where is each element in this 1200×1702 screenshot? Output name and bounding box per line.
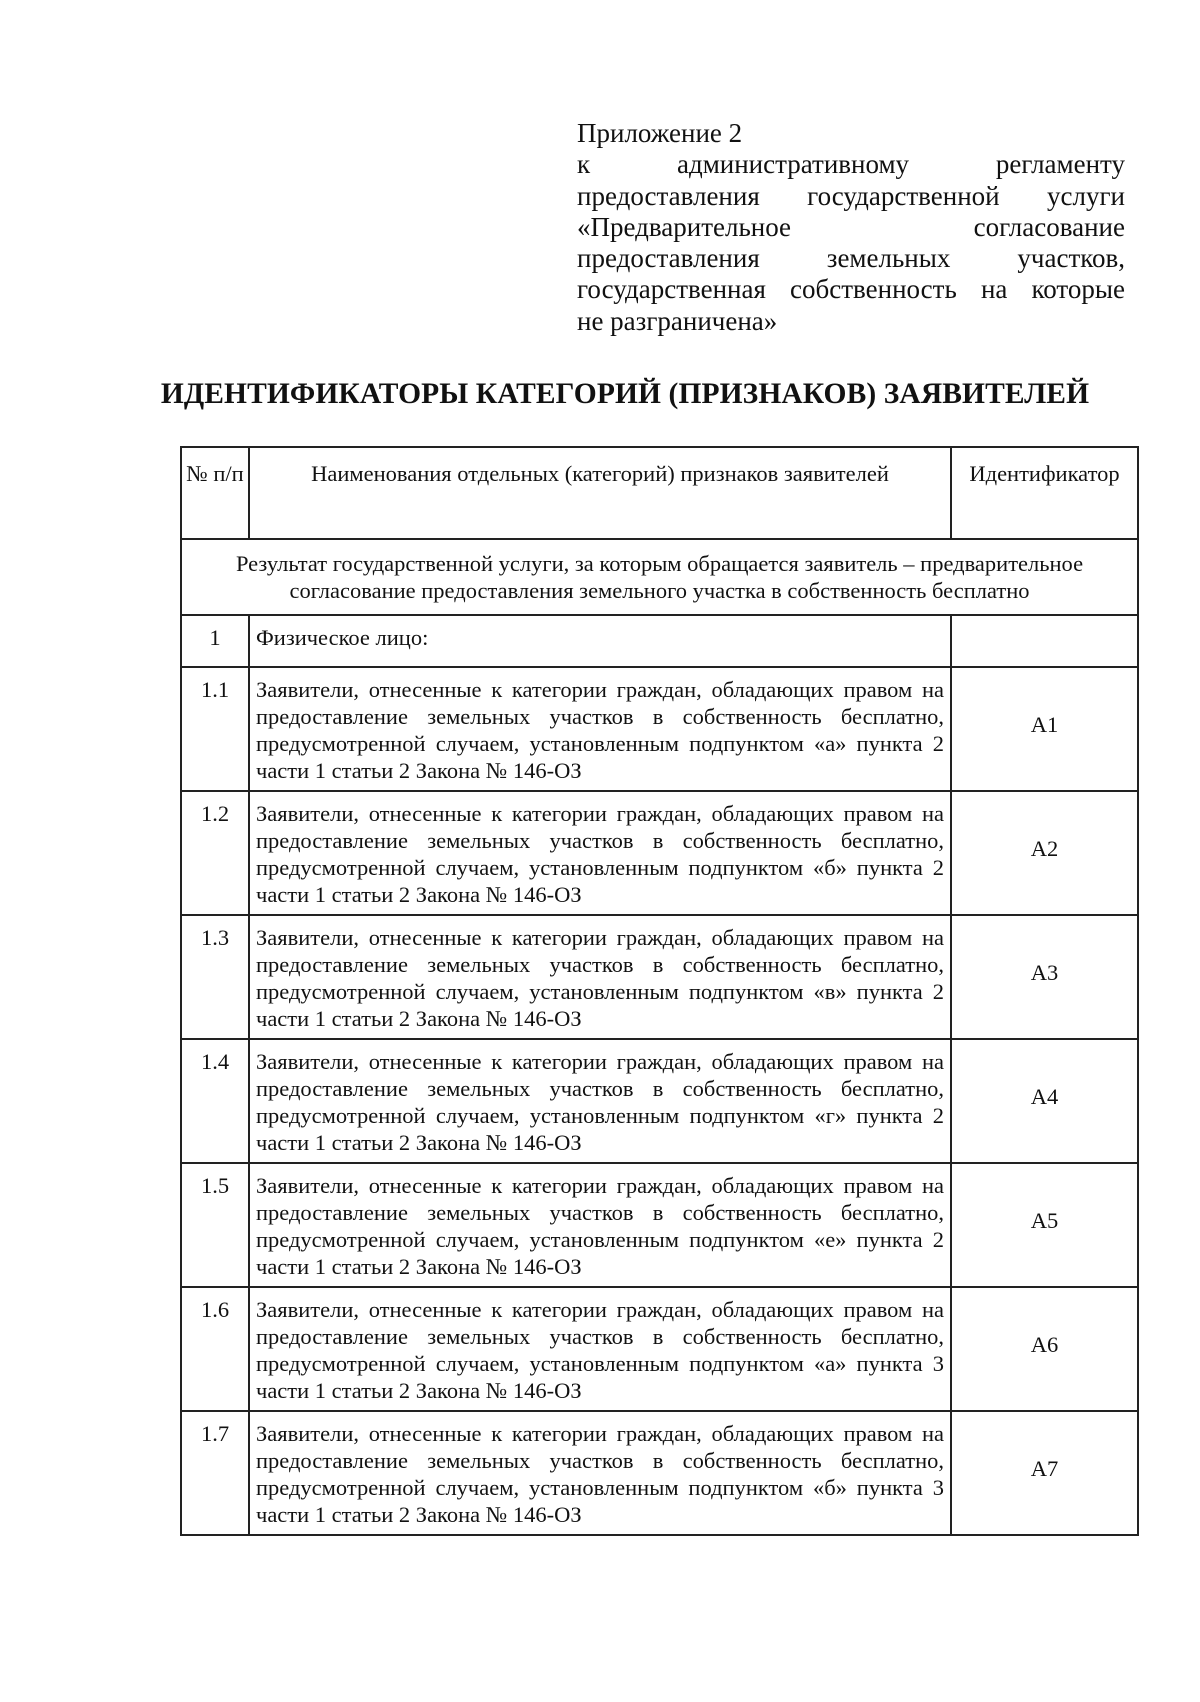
row-num: 1.2 — [181, 791, 249, 915]
table-row — [181, 1411, 1138, 1535]
appendix-line: не разграничена» — [577, 305, 778, 336]
row-name: Заявители, отнесенные к категории граждан, обладающих правом на предоставление земельных участков в собственность бесплатно, предусмотренной случаем, установленным подпунктом «е» пункта 2 части 1 статьи 2 Закона № 146-ОЗ — [249, 1163, 951, 1287]
section-row — [181, 539, 1138, 615]
row-name: Заявители, отнесенные к категории граждан, обладающих правом на предоставление земельных участков в собственность бесплатно, предусмотренной случаем, установленным подпунктом «б» пункта 2 части 1 статьи 2 Закона № 146-ОЗ — [249, 791, 951, 915]
table-row — [181, 791, 1138, 915]
row-id — [951, 615, 1138, 667]
table-row — [181, 1287, 1138, 1411]
row-num: 1.1 — [181, 667, 249, 791]
appendix-line: предоставления земельных участков, — [577, 243, 1125, 274]
row-id: А2 — [951, 791, 1138, 915]
row-id: А7 — [951, 1411, 1138, 1535]
table-row — [181, 915, 1138, 1039]
group-row — [181, 615, 1138, 667]
row-num: 1.3 — [181, 915, 249, 1039]
row-name: Физическое лицо: — [249, 615, 951, 667]
appendix-header — [577, 118, 1125, 337]
header-num: № п/п — [181, 447, 249, 539]
row-name: Заявители, отнесенные к категории граждан, обладающих правом на предоставление земельных участков в собственность бесплатно, предусмотренной случаем, установленным подпунктом «а» пункта 2 части 1 статьи 2 Закона № 146-ОЗ — [249, 667, 951, 791]
row-name: Заявители, отнесенные к категории граждан, обладающих правом на предоставление земельных участков в собственность бесплатно, предусмотренной случаем, установленным подпунктом «а» пункта 3 части 1 статьи 2 Закона № 146-ОЗ — [249, 1287, 951, 1411]
table-row — [181, 667, 1138, 791]
section-caption: Результат государственной услуги, за которым обращается заявитель – предварительное согласование предоставления земельного участка в собственность бесплатно — [181, 539, 1138, 615]
table-row — [181, 1163, 1138, 1287]
row-name: Заявители, отнесенные к категории граждан, обладающих правом на предоставление земельных участков в собственность бесплатно, предусмотренной случаем, установленным подпунктом «в» пункта 2 части 1 статьи 2 Закона № 146-ОЗ — [249, 915, 951, 1039]
row-id: А4 — [951, 1039, 1138, 1163]
row-num: 1.6 — [181, 1287, 249, 1411]
row-id: А5 — [951, 1163, 1138, 1287]
appendix-line: Приложение 2 — [577, 118, 743, 148]
identifiers-table — [180, 446, 1139, 1536]
appendix-line: государственная собственность на которые — [577, 274, 1125, 305]
row-num: 1.5 — [181, 1163, 249, 1287]
row-name: Заявители, отнесенные к категории граждан, обладающих правом на предоставление земельных участков в собственность бесплатно, предусмотренной случаем, установленным подпунктом «г» пункта 2 части 1 статьи 2 Закона № 146-ОЗ — [249, 1039, 951, 1163]
appendix-line: к административному регламенту — [577, 149, 1125, 180]
appendix-line: «Предварительное согласование — [577, 211, 1125, 242]
header-name: Наименования отдельных (категорий) признаков заявителей — [249, 447, 951, 539]
table-row — [181, 1039, 1138, 1163]
row-num: 1.7 — [181, 1411, 249, 1535]
row-num: 1 — [181, 615, 249, 667]
row-id: А1 — [951, 667, 1138, 791]
document-title: ИДЕНТИФИКАТОРЫ КАТЕГОРИЙ (ПРИЗНАКОВ) ЗАЯВИТЕЛЕЙ — [160, 378, 1090, 410]
row-id: А6 — [951, 1287, 1138, 1411]
appendix-line: предоставления государственной услуги — [577, 180, 1125, 211]
header-id: Идентификатор — [951, 447, 1138, 539]
row-num: 1.4 — [181, 1039, 249, 1163]
row-name: Заявители, отнесенные к категории граждан, обладающих правом на предоставление земельных участков в собственность бесплатно, предусмотренной случаем, установленным подпунктом «б» пункта 3 части 1 статьи 2 Закона № 146-ОЗ — [249, 1411, 951, 1535]
row-id: А3 — [951, 915, 1138, 1039]
table-header-row — [181, 447, 1138, 539]
